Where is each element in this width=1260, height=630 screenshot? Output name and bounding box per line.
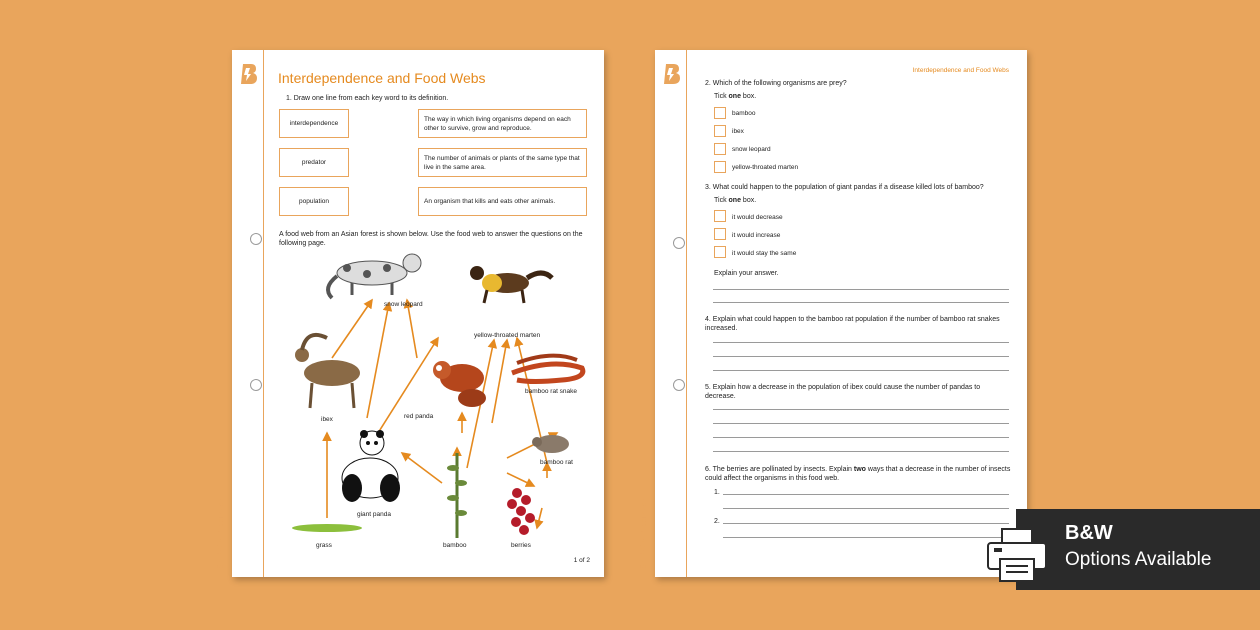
option-label: yellow-throated marten xyxy=(732,164,799,171)
question-1: 1. Draw one line from each key word to its definition. xyxy=(286,95,449,102)
answer-line[interactable] xyxy=(713,342,1009,343)
answer-line[interactable] xyxy=(723,508,1009,509)
explain-prompt: Explain your answer. xyxy=(714,270,779,277)
bamboo-rat-snake-icon xyxy=(512,356,583,382)
tick-box-same[interactable] xyxy=(714,246,726,258)
ibex-icon xyxy=(295,335,360,408)
grass-icon xyxy=(292,524,362,532)
page-number: 1 of 2 xyxy=(573,557,590,564)
answer-number-1: 1. xyxy=(714,489,720,496)
question-3: 3. What could happen to the population of giant pandas if a disease killed lots of bamboo? xyxy=(705,184,984,191)
tick-instruction: Tick one box. xyxy=(714,93,757,100)
beyond-logo-icon xyxy=(663,63,681,85)
worksheet-page-1 xyxy=(216,50,604,577)
option-label: snow leopard xyxy=(732,146,771,153)
answer-line[interactable] xyxy=(713,289,1009,290)
label-red-panda: red panda xyxy=(404,413,434,420)
punch-hole xyxy=(250,233,262,245)
answer-line[interactable] xyxy=(713,451,1009,452)
option-label: bamboo xyxy=(732,110,756,117)
tick-instruction: Tick one box. xyxy=(714,197,757,204)
label-berries: berries xyxy=(511,542,531,549)
question-6: 6. The berries are pollinated by insects. Explain two ways that a decrease in the number of insects could affect the organisms in this food web. xyxy=(705,466,1011,482)
banner-title: B&W xyxy=(1065,522,1113,544)
banner-subtitle: Options Available xyxy=(1065,549,1212,570)
punch-hole xyxy=(673,237,685,249)
tick-box-increase[interactable] xyxy=(714,228,726,240)
food-web-intro: A food web from an Asian forest is shown below. Use the food web to answer the questions on the following page. xyxy=(279,231,583,247)
tick-box-ibex[interactable] xyxy=(714,125,726,137)
margin-line xyxy=(686,50,687,577)
page-header: Interdependence and Food Webs xyxy=(912,67,1009,74)
label-grass: grass xyxy=(316,542,332,549)
tick-box-marten[interactable] xyxy=(714,161,726,173)
page-title: Interdependence and Food Webs xyxy=(278,70,486,86)
punch-hole xyxy=(250,379,262,391)
keyword-box: predator xyxy=(279,148,349,177)
tick-box-decrease[interactable] xyxy=(714,210,726,222)
option-label: it would decrease xyxy=(732,214,783,221)
keyword-box: interdependence xyxy=(279,109,349,138)
definition-box: The way in which living organisms depend on each other to survive, grow and reproduce. xyxy=(418,109,587,138)
label-bamboo: bamboo xyxy=(443,542,467,549)
berries-icon xyxy=(507,488,535,535)
margin-line xyxy=(263,50,264,577)
label-snake: bamboo rat snake xyxy=(525,388,578,395)
option-label: ibex xyxy=(732,128,744,135)
brand-vertical: BEYONDSCIENCE xyxy=(216,497,225,570)
question-5: 5. Explain how a decrease in the population of ibex could cause the number of pandas to decrease. xyxy=(705,384,981,400)
food-web-diagram xyxy=(272,238,592,558)
giant-panda-icon xyxy=(342,430,400,502)
answer-line[interactable] xyxy=(713,370,1009,371)
definition-box: The number of animals or plants of the same type that live in the same area. xyxy=(418,148,587,177)
beyond-logo-icon xyxy=(240,63,258,85)
label-snow-leopard: snow leopard xyxy=(384,301,423,308)
answer-line[interactable] xyxy=(713,302,1009,303)
yellow-throated-marten-icon xyxy=(470,266,552,303)
bw-options-banner xyxy=(1016,509,1260,590)
printer-icon xyxy=(984,525,1050,585)
brand-vertical: BEYONDSCIENCE xyxy=(639,497,648,570)
answer-line[interactable] xyxy=(713,409,1009,410)
label-ibex: ibex xyxy=(321,416,333,423)
definition-box: An organism that kills and eats other animals. xyxy=(418,187,587,216)
option-label: it would stay the same xyxy=(732,250,797,257)
option-label: it would increase xyxy=(732,232,781,239)
answer-line[interactable] xyxy=(713,423,1009,424)
label-marten: yellow-throated marten xyxy=(474,332,541,339)
bamboo-rat-icon xyxy=(532,435,569,453)
answer-line[interactable] xyxy=(723,494,1009,495)
label-bamboo-rat: bamboo rat xyxy=(540,459,573,466)
answer-line[interactable] xyxy=(713,437,1009,438)
answer-line[interactable] xyxy=(723,537,1009,538)
tick-box-bamboo[interactable] xyxy=(714,107,726,119)
answer-line[interactable] xyxy=(713,356,1009,357)
bamboo-icon xyxy=(447,453,467,538)
red-panda-icon xyxy=(433,361,486,407)
question-4: 4. Explain what could happen to the bamboo rat population if the number of bamboo rat snakes increased. xyxy=(705,316,1000,332)
label-giant-panda: giant panda xyxy=(357,511,391,518)
worksheet-page-2 xyxy=(639,50,1027,577)
snow-leopard-icon xyxy=(328,254,421,298)
tick-box-snow-leopard[interactable] xyxy=(714,143,726,155)
punch-hole xyxy=(673,379,685,391)
answer-line[interactable] xyxy=(723,523,1009,524)
answer-number-2: 2. xyxy=(714,518,720,525)
question-2: 2. Which of the following organisms are prey? xyxy=(705,80,847,87)
keyword-box: population xyxy=(279,187,349,216)
